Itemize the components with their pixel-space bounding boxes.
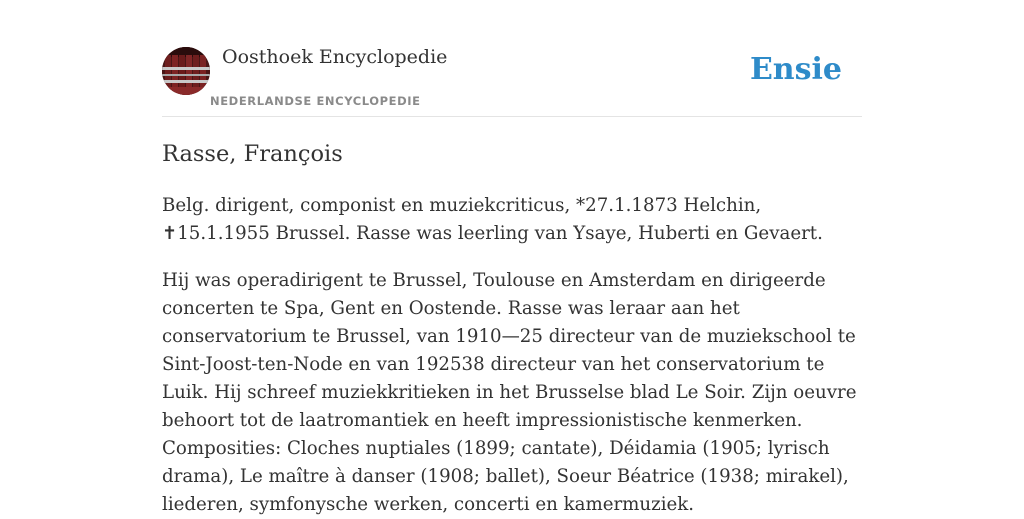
brand-logo[interactable]: Ensie xyxy=(749,52,842,87)
article-title: Rasse, François xyxy=(162,141,343,167)
site-header xyxy=(162,0,862,117)
site-subtitle: NEDERLANDSE ENCYCLOPEDIE xyxy=(210,94,421,108)
site-name[interactable]: Oosthoek Encyclopedie xyxy=(222,46,448,68)
book-spines-icon[interactable] xyxy=(162,47,210,95)
page-container xyxy=(162,0,862,515)
article-paragraph: Belg. dirigent, componist en muziekcriticus, *27.1.1873 Helchin, ✝15.1.1955 Brussel. Rasse was leerling van Ysaye, Huberti en Gevaert. xyxy=(162,195,823,244)
article-paragraph: Hij was operadirigent te Brussel, Toulouse en Amsterdam en dirigeerde concerten te Spa, Gent en Oostende. Rasse was leraar aan het conservatorium te Brussel, van 1910—25 directeur van de muziekschool te Sint-Joost-ten-Node en van 192538 directeur van het conservatorium te Luik. Hij schreef muziekkritieken in het Brusselse blad Le Soir. Zijn oeuvre behoort tot de laatromantiek en heeft impressionistische kenmerken. Composities: Cloches nuptiales (1899; cantate), Déidamia (1905; lyrisch drama), Le maître à danser (1908; ballet), Soeur Béatrice (1938; mirakel), liederen, symfonysche werken, concerti en kamermuziek. xyxy=(162,270,857,515)
